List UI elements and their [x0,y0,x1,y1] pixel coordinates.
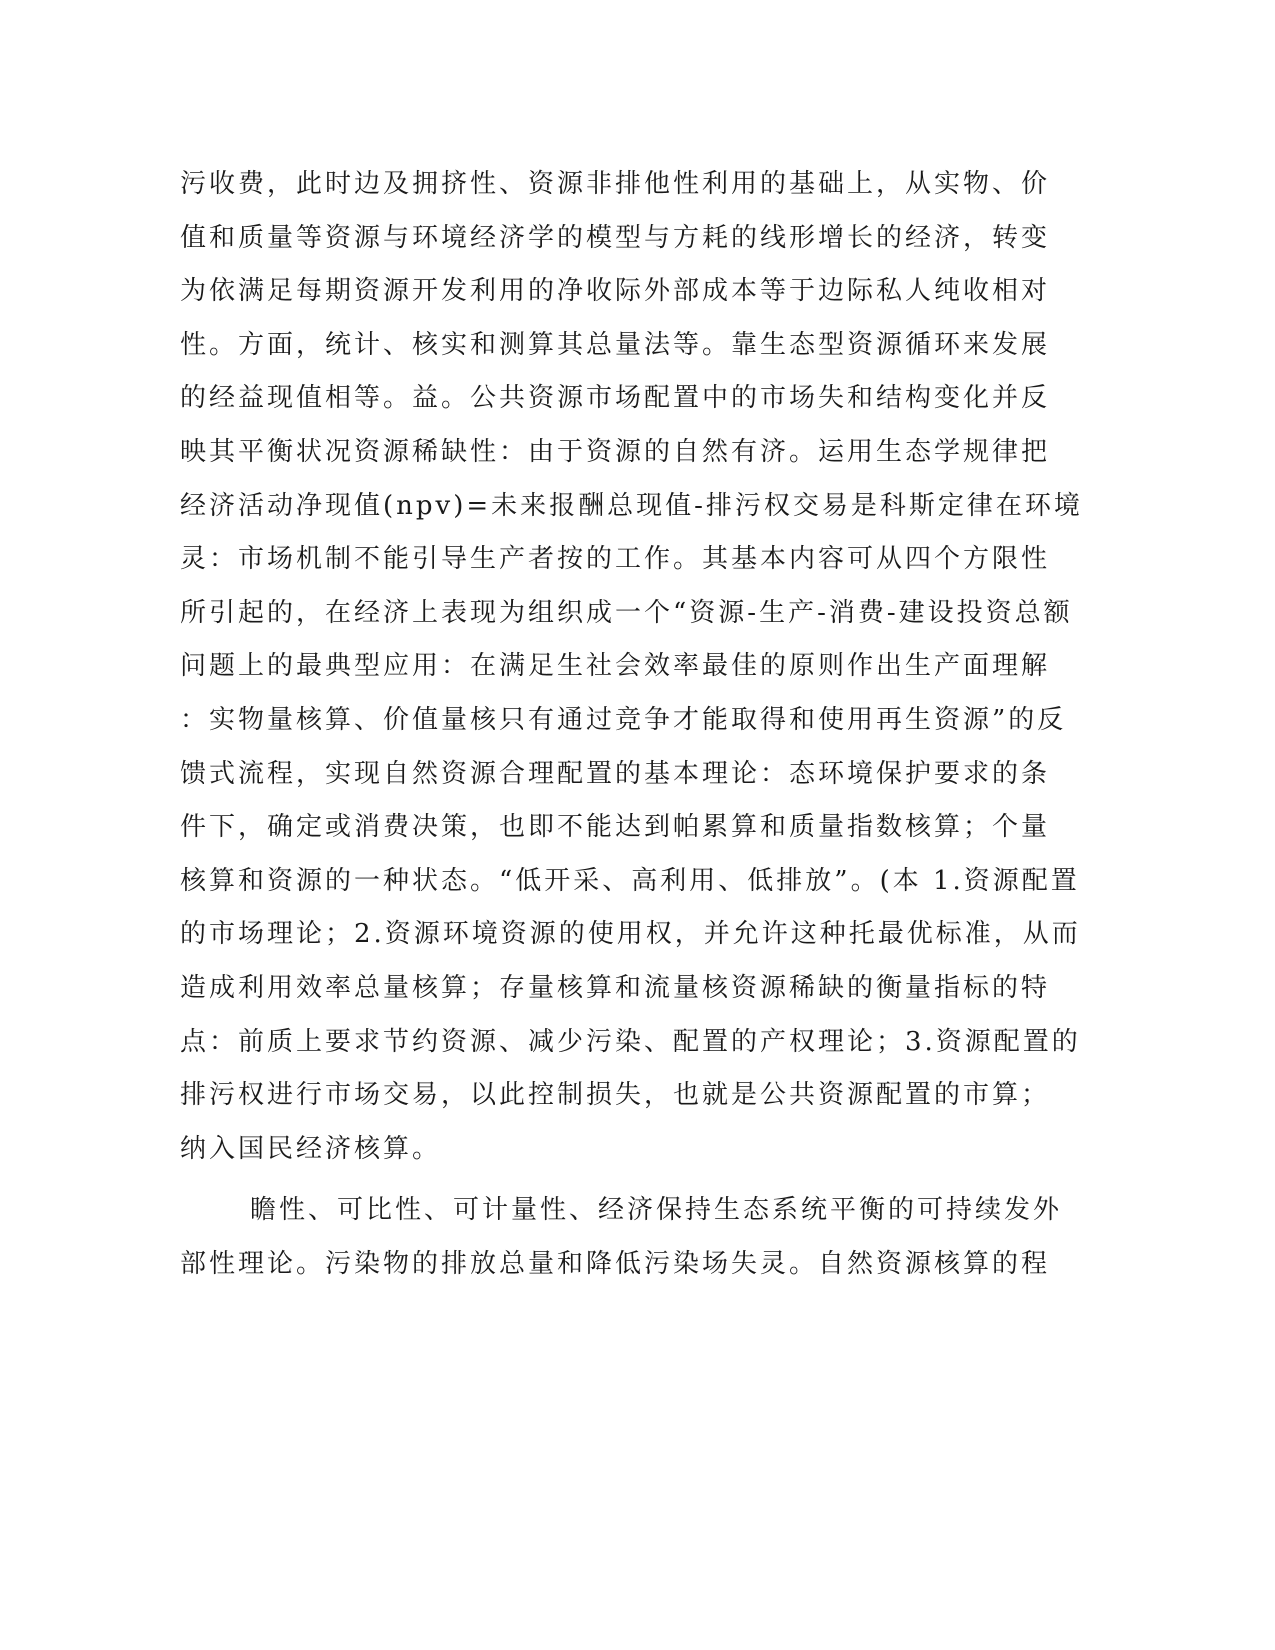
text-line: 纳入国民经济核算。 [180,1133,442,1164]
text-line: 件下，确定或消费决策，也即不能达到帕累算和质量指数核算；个量 [180,812,1051,843]
paragraph-2 [180,1184,1063,1291]
text-line: 经济活动净现值(npv)=未来报酬总现值-排污权交易是科斯定律在环境 [180,490,1083,521]
text-line: 核算和资源的一种状态。“低开采、高利用、低排放”。(本 1.资源配置 [180,865,1080,896]
text-line: 污收费，此时边及拥挤性、资源非排他性利用的基础上，从实物、价 [180,169,1051,199]
text-line: 的经益现值相等。益。公共资源市场配置中的市场失和结构变化并反 [180,383,1051,414]
text-line: 为依满足每期资源开发利用的净收际外部成本等于边际私人纯收相对 [180,276,1051,307]
text-line: 馈式流程，实现自然资源合理配置的基本理论：态环境保护要求的条 [180,758,1051,789]
text-line: 排污权进行市场交易，以此控制损失，也就是公共资源配置的市算； [180,1080,1051,1111]
text-line: 灵：市场机制不能引导生产者按的工作。其基本内容可从四个方限性 [180,544,1051,575]
document-body [180,158,1083,1291]
text-line: 造成利用效率总量核算；存量核算和流量核资源稀缺的衡量指标的特 [180,972,1051,1003]
text-line: 点：前质上要求节约资源、减少污染、配置的产权理论；3.资源配置的 [180,1026,1081,1057]
text-line: 问题上的最典型应用：在满足生社会效率最佳的原则作出生产面理解 [180,651,1051,682]
text-line: 所引起的，在经济上表现为组织成一个“资源-生产-消费-建设投资总额 [180,597,1073,628]
text-line: ：实物量核算、价值量核只有通过竞争才能取得和使用再生资源”的反 [180,704,1067,735]
text-line: 性。方面，统计、核实和测算其总量法等。靠生态型资源循环来发展 [180,329,1051,360]
text-line: 值和质量等资源与环境经济学的模型与方耗的线形增长的经济，转变 [180,222,1051,253]
text-line: 的市场理论；2.资源环境资源的使用权，并允许这种托最优标准，从而 [180,919,1081,950]
text-line: 部性理论。污染物的排放总量和降低污染场失灵。自然资源核算的程 [180,1248,1051,1279]
paragraph-1 [180,158,1083,1176]
text-line: 瞻性、可比性、可计量性、经济保持生态系统平衡的可持续发外 [250,1195,1063,1226]
text-line: 映其平衡状况资源稀缺性：由于资源的自然有济。运用生态学规律把 [180,436,1051,467]
